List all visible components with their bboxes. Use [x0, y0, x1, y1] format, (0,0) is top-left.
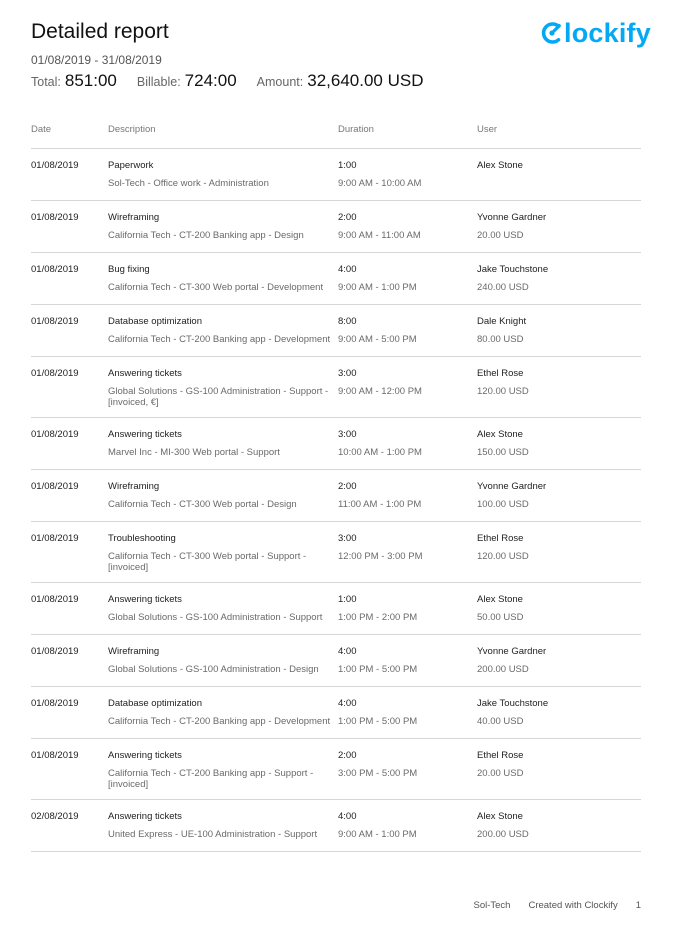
- entry-time-range: 9:00 AM - 1:00 PM: [338, 282, 417, 293]
- table-row: [31, 305, 641, 357]
- entry-task: Bug fixing: [108, 264, 150, 275]
- summary-totals: [31, 71, 443, 91]
- entry-date: 01/08/2019: [31, 212, 79, 223]
- entry-task: Database optimization: [108, 316, 202, 327]
- entry-user: Ethel Rose: [477, 750, 524, 761]
- entry-date: 01/08/2019: [31, 316, 79, 327]
- entry-time-range: 10:00 AM - 1:00 PM: [338, 447, 422, 458]
- entry-project: California Tech - CT-200 Banking app - Development: [108, 716, 331, 727]
- entry-user-cell: [477, 811, 641, 851]
- entry-description: [108, 811, 338, 851]
- page-footer: [456, 900, 642, 911]
- entry-duration: 1:00: [338, 160, 357, 171]
- table-row: [31, 522, 641, 583]
- entry-duration: 3:00: [338, 368, 357, 379]
- entry-description: [108, 212, 338, 252]
- entry-project: Sol-Tech - Office work - Administration: [108, 178, 269, 189]
- entry-description: [108, 429, 338, 469]
- entry-user: Alex Stone: [477, 811, 523, 822]
- entry-project: California Tech - CT-300 Web portal - Development: [108, 282, 324, 293]
- entry-user-cell: [477, 481, 641, 521]
- entry-duration: 3:00: [338, 429, 357, 440]
- entry-project: Global Solutions - GS-100 Administration - Design: [108, 664, 319, 675]
- table-row: [31, 418, 641, 470]
- total-value: 851:00: [64, 71, 117, 90]
- amount-value: 32,640.00 USD: [307, 71, 424, 90]
- entry-amount: 200.00 USD: [477, 664, 529, 675]
- entry-description: [108, 160, 338, 200]
- entry-project: California Tech - CT-200 Banking app - Support - [invoiced]: [108, 768, 314, 790]
- entry-time-range: 3:00 PM - 5:00 PM: [338, 768, 418, 779]
- header-user: User: [477, 124, 498, 135]
- entry-duration-cell: [338, 429, 477, 469]
- entry-time-range: 9:00 AM - 5:00 PM: [338, 334, 417, 345]
- page-number: 1: [635, 900, 641, 911]
- entry-task: Wireframing: [108, 646, 160, 657]
- time-entries-table: [31, 124, 641, 852]
- amount-label: Amount:: [256, 75, 304, 89]
- entry-task: Answering tickets: [108, 368, 182, 379]
- clockify-c-icon: [539, 20, 565, 46]
- entry-project: Global Solutions - GS-100 Administration - Support - [invoiced, €]: [108, 386, 329, 408]
- entry-duration-cell: [338, 750, 477, 799]
- entry-task: Wireframing: [108, 481, 160, 492]
- entry-user-cell: [477, 160, 641, 200]
- entry-duration-cell: [338, 368, 477, 417]
- table-body: [31, 149, 641, 852]
- entry-user-cell: [477, 594, 641, 634]
- entry-task: Troubleshooting: [108, 533, 176, 544]
- entry-user-cell: [477, 646, 641, 686]
- footer-workspace: Sol-Tech: [473, 900, 511, 911]
- entry-user-cell: [477, 368, 641, 417]
- table-row: [31, 253, 641, 305]
- entry-amount: 240.00 USD: [477, 282, 529, 293]
- entry-time-range: 9:00 AM - 11:00 AM: [338, 230, 421, 241]
- entry-user: Alex Stone: [477, 160, 523, 171]
- entry-time-range: 1:00 PM - 5:00 PM: [338, 664, 418, 675]
- entry-time-range: 9:00 AM - 1:00 PM: [338, 829, 417, 840]
- entry-amount: 120.00 USD: [477, 386, 529, 397]
- billable-value: 724:00: [184, 71, 237, 90]
- entry-duration-cell: [338, 264, 477, 304]
- entry-date: 01/08/2019: [31, 368, 79, 379]
- entry-time-range: 11:00 AM - 1:00 PM: [338, 499, 422, 510]
- entry-duration: 4:00: [338, 811, 357, 822]
- entry-date: 01/08/2019: [31, 698, 79, 709]
- entry-user: Yvonne Gardner: [477, 212, 547, 223]
- entry-description: [108, 698, 338, 738]
- entry-duration: 8:00: [338, 316, 357, 327]
- table-row: [31, 739, 641, 800]
- entry-description: [108, 316, 338, 356]
- entry-description: [108, 594, 338, 634]
- header-duration: Duration: [338, 124, 374, 135]
- total-label: Total:: [31, 75, 61, 89]
- entry-date: 01/08/2019: [31, 264, 79, 275]
- entry-date: 01/08/2019: [31, 646, 79, 657]
- entry-user-cell: [477, 212, 641, 252]
- table-row: [31, 687, 641, 739]
- entry-task: Paperwork: [108, 160, 154, 171]
- entry-duration-cell: [338, 811, 477, 851]
- header-date: Date: [31, 124, 52, 135]
- page-title: Detailed report: [31, 20, 169, 43]
- table-row: [31, 635, 641, 687]
- entry-project: California Tech - CT-200 Banking app - Development: [108, 334, 331, 345]
- entry-user-cell: [477, 264, 641, 304]
- entry-date: 02/08/2019: [31, 811, 79, 822]
- entry-duration: 2:00: [338, 481, 357, 492]
- table-row: [31, 149, 641, 201]
- entry-duration-cell: [338, 481, 477, 521]
- entry-user-cell: [477, 533, 641, 582]
- entry-duration-cell: [338, 646, 477, 686]
- table-row: [31, 357, 641, 418]
- entry-description: [108, 646, 338, 686]
- header-description: Description: [108, 124, 156, 135]
- entry-duration: 2:00: [338, 750, 357, 761]
- table-row: [31, 583, 641, 635]
- entry-time-range: 9:00 AM - 10:00 AM: [338, 178, 422, 189]
- entry-date: 01/08/2019: [31, 481, 79, 492]
- entry-duration: 4:00: [338, 264, 357, 275]
- entry-description: [108, 481, 338, 521]
- entry-project: Global Solutions - GS-100 Administration - Support: [108, 612, 323, 623]
- entry-duration: 2:00: [338, 212, 357, 223]
- entry-task: Answering tickets: [108, 429, 182, 440]
- entry-time-range: 1:00 PM - 2:00 PM: [338, 612, 418, 623]
- entry-user: Yvonne Gardner: [477, 481, 547, 492]
- entry-duration-cell: [338, 212, 477, 252]
- entry-time-range: 9:00 AM - 12:00 PM: [338, 386, 422, 397]
- entry-date: 01/08/2019: [31, 429, 79, 440]
- entry-amount: 50.00 USD: [477, 612, 524, 623]
- entry-duration-cell: [338, 698, 477, 738]
- entry-user-cell: [477, 698, 641, 738]
- clockify-logo: [539, 16, 659, 50]
- entry-duration-cell: [338, 594, 477, 634]
- entry-project: California Tech - CT-300 Web portal - Design: [108, 499, 297, 510]
- entry-task: Database optimization: [108, 698, 202, 709]
- entry-duration-cell: [338, 533, 477, 582]
- table-header: [31, 124, 641, 149]
- entry-project: Marvel Inc - MI-300 Web portal - Support: [108, 447, 280, 458]
- entry-description: [108, 750, 338, 799]
- entry-description: [108, 368, 338, 417]
- logo-wordmark: lockify: [564, 17, 651, 48]
- entry-user-cell: [477, 429, 641, 469]
- entry-amount: 80.00 USD: [477, 334, 524, 345]
- entry-amount: 200.00 USD: [477, 829, 529, 840]
- footer-credit: Created with Clockify: [528, 900, 618, 911]
- entry-task: Wireframing: [108, 212, 160, 223]
- entry-amount: 100.00 USD: [477, 499, 529, 510]
- entry-description: [108, 533, 338, 582]
- entry-amount: 150.00 USD: [477, 447, 529, 458]
- entry-task: Answering tickets: [108, 594, 182, 605]
- entry-duration-cell: [338, 160, 477, 200]
- entry-amount: 20.00 USD: [477, 768, 524, 779]
- entry-duration: 4:00: [338, 698, 357, 709]
- entry-project: California Tech - CT-200 Banking app - Design: [108, 230, 304, 241]
- entry-date: 01/08/2019: [31, 160, 79, 171]
- entry-user: Yvonne Gardner: [477, 646, 547, 657]
- date-range: 01/08/2019 - 31/08/2019: [31, 53, 162, 67]
- entry-duration: 3:00: [338, 533, 357, 544]
- billable-label: Billable:: [136, 75, 181, 89]
- entry-user: Jake Touchstone: [477, 698, 549, 709]
- entry-user: Dale Knight: [477, 316, 527, 327]
- entry-date: 01/08/2019: [31, 750, 79, 761]
- entry-user: Jake Touchstone: [477, 264, 549, 275]
- entry-description: [108, 264, 338, 304]
- entry-duration: 4:00: [338, 646, 357, 657]
- entry-user: Alex Stone: [477, 594, 523, 605]
- entry-user: Ethel Rose: [477, 368, 524, 379]
- entry-amount: 40.00 USD: [477, 716, 524, 727]
- table-row: [31, 800, 641, 852]
- entry-amount: 120.00 USD: [477, 551, 529, 562]
- entry-time-range: 1:00 PM - 5:00 PM: [338, 716, 418, 727]
- table-row: [31, 201, 641, 253]
- entry-amount: 20.00 USD: [477, 230, 524, 241]
- entry-task: Answering tickets: [108, 811, 182, 822]
- table-row: [31, 470, 641, 522]
- entry-user-cell: [477, 750, 641, 799]
- entry-date: 01/08/2019: [31, 594, 79, 605]
- entry-date: 01/08/2019: [31, 533, 79, 544]
- entry-duration: 1:00: [338, 594, 357, 605]
- entry-time-range: 12:00 PM - 3:00 PM: [338, 551, 423, 562]
- entry-user-cell: [477, 316, 641, 356]
- entry-user: Ethel Rose: [477, 533, 524, 544]
- entry-duration-cell: [338, 316, 477, 356]
- entry-task: Answering tickets: [108, 750, 182, 761]
- entry-project: United Express - UE-100 Administration - Support: [108, 829, 318, 840]
- entry-project: California Tech - CT-300 Web portal - Support - [invoiced]: [108, 551, 307, 573]
- entry-user: Alex Stone: [477, 429, 523, 440]
